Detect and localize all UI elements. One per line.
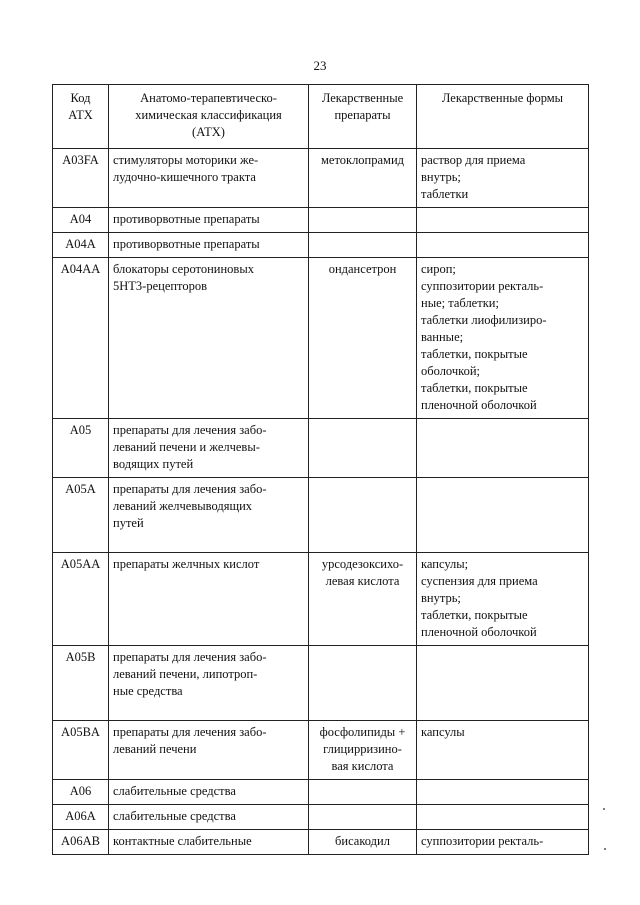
dosage-forms: сироп; суппозитории ректаль- ные; таблетки; таблетки лиофилизиро- ванные; таблетки, покрытые оболочкой; таблетки, покрытые пленочной оболочкой xyxy=(417,258,589,419)
atx-code: A05AA xyxy=(53,553,109,646)
page-number: 23 xyxy=(313,58,327,73)
atx-code: A06AB xyxy=(53,830,109,855)
table-row xyxy=(53,478,589,553)
dosage-forms: суппозитории ректаль- xyxy=(417,830,589,855)
drug-name xyxy=(309,805,417,830)
atx-code: A05 xyxy=(53,419,109,478)
atx-classification: препараты желчных кислот xyxy=(109,553,309,646)
atx-classification: блокаторы серотониновых 5HT3-рецепторов xyxy=(109,258,309,419)
atx-classification: препараты для лечения забо- леваний печени, липотроп- ные средства xyxy=(109,646,309,721)
table-row xyxy=(53,553,589,646)
atx-classification: противорвотные препараты xyxy=(109,208,309,233)
scan-speck xyxy=(604,848,606,850)
atx-table xyxy=(52,84,589,855)
drug-name xyxy=(309,646,417,721)
drug-name xyxy=(309,208,417,233)
header-drugs: Лекарственные препараты xyxy=(309,85,417,149)
atx-code: A05A xyxy=(53,478,109,553)
table-row xyxy=(53,805,589,830)
atx-code: A03FA xyxy=(53,149,109,208)
scan-speck xyxy=(603,808,605,810)
drug-name xyxy=(309,780,417,805)
header-row xyxy=(53,85,589,149)
drug-name: фосфолипиды + глицирризино- вая кислота xyxy=(309,721,417,780)
header-forms: Лекарственные формы xyxy=(417,85,589,149)
atx-code: A05B xyxy=(53,646,109,721)
table-row xyxy=(53,419,589,478)
atx-classification: стимуляторы моторики же- лудочно-кишечного тракта xyxy=(109,149,309,208)
atx-classification: препараты для лечения забо- леваний желчевыводящих путей xyxy=(109,478,309,553)
atx-code: A05BA xyxy=(53,721,109,780)
drug-name xyxy=(309,233,417,258)
table-row xyxy=(53,646,589,721)
table-row xyxy=(53,258,589,419)
atx-code: A06 xyxy=(53,780,109,805)
table-row xyxy=(53,208,589,233)
atx-code: A04AA xyxy=(53,258,109,419)
drug-name: бисакодил xyxy=(309,830,417,855)
atx-classification: препараты для лечения забо- леваний печени и желчевы- водящих путей xyxy=(109,419,309,478)
table-row xyxy=(53,721,589,780)
dosage-forms: раствор для приема внутрь; таблетки xyxy=(417,149,589,208)
atx-classification: контактные слабительные xyxy=(109,830,309,855)
drug-name xyxy=(309,478,417,553)
atx-classification: слабительные средства xyxy=(109,805,309,830)
atx-classification: противорвотные препараты xyxy=(109,233,309,258)
atx-classification: препараты для лечения забо- леваний печени xyxy=(109,721,309,780)
dosage-forms: капсулы; суспензия для приема внутрь; таблетки, покрытые пленочной оболочкой xyxy=(417,553,589,646)
drug-name xyxy=(309,419,417,478)
dosage-forms xyxy=(417,780,589,805)
atx-code: A04A xyxy=(53,233,109,258)
drug-name: метоклопрамид xyxy=(309,149,417,208)
dosage-forms xyxy=(417,419,589,478)
dosage-forms: капсулы xyxy=(417,721,589,780)
atx-classification: слабительные средства xyxy=(109,780,309,805)
dosage-forms xyxy=(417,646,589,721)
table-row xyxy=(53,149,589,208)
atx-code: A04 xyxy=(53,208,109,233)
table-row xyxy=(53,780,589,805)
drug-name: ондансетрон xyxy=(309,258,417,419)
dosage-forms xyxy=(417,805,589,830)
table-row xyxy=(53,233,589,258)
table-row xyxy=(53,830,589,855)
drug-name: урсодезоксихо- левая кислота xyxy=(309,553,417,646)
header-code: Код АТХ xyxy=(53,85,109,149)
dosage-forms xyxy=(417,478,589,553)
dosage-forms xyxy=(417,233,589,258)
header-classification: Анатомо-терапевтическо- химическая классификация (АТХ) xyxy=(109,85,309,149)
atx-code: A06A xyxy=(53,805,109,830)
dosage-forms xyxy=(417,208,589,233)
